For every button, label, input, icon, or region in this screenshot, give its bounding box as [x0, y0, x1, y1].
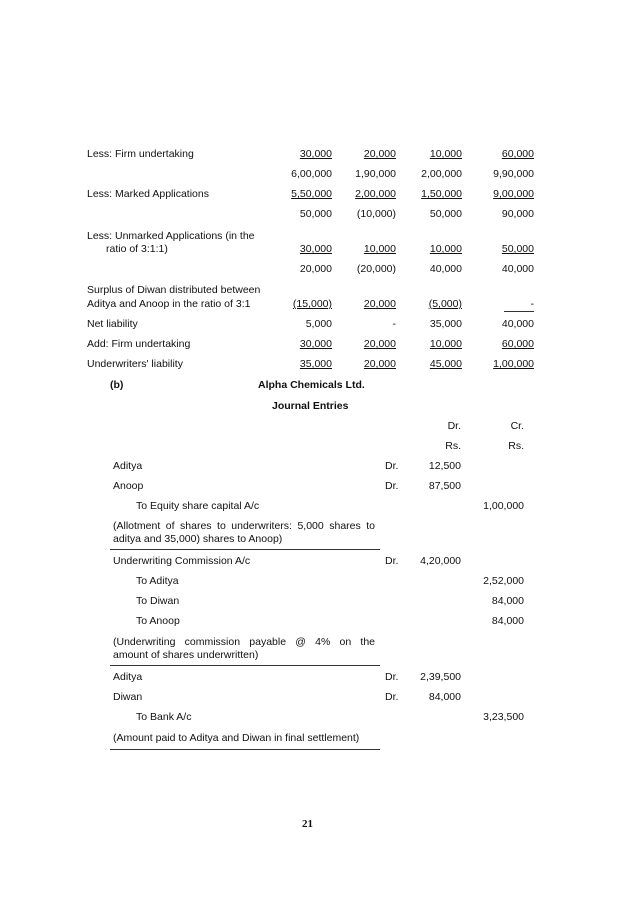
company-name: Alpha Chemicals Ltd. [258, 379, 365, 391]
dr-unit: Rs. [445, 440, 461, 452]
cr-unit: Rs. [508, 440, 524, 452]
cell: 30,000 [299, 338, 332, 350]
row-label: Add: Firm undertaking [87, 338, 191, 350]
account: Aditya [113, 671, 143, 683]
cell: 20,000 [363, 338, 396, 350]
cell: 50,000 [299, 208, 332, 220]
dr-amount: 84,000 [428, 691, 461, 703]
cell: 45,000 [429, 358, 462, 370]
cr-amount: 84,000 [491, 595, 524, 607]
account: To Aditya [136, 575, 179, 587]
cell: - [530, 298, 534, 310]
cell: 10,000 [429, 243, 462, 255]
account: Underwriting Commission A/c [113, 555, 251, 567]
page-number: 21 [302, 818, 313, 830]
cell: 60,000 [501, 338, 534, 350]
entry-divider [110, 549, 380, 550]
row-label: Underwriters' liability [87, 358, 183, 370]
row-label: Net liability [87, 318, 138, 330]
dr-mark: Dr. [385, 671, 399, 683]
cell: (15,000) [292, 298, 332, 310]
entry-divider [110, 749, 380, 750]
dash-underline [504, 311, 534, 312]
cell: 10,000 [429, 338, 462, 350]
cell: 35,000 [429, 318, 462, 330]
cell: (10,000) [356, 208, 396, 220]
dr-amount: 87,500 [428, 480, 461, 492]
cr-amount: 2,52,000 [483, 575, 524, 587]
cell: 10,000 [429, 148, 462, 160]
cell: 1,90,000 [355, 168, 396, 180]
account: Diwan [113, 691, 143, 703]
account: Anoop [113, 480, 144, 492]
cr-amount: 84,000 [491, 615, 524, 627]
account: To Bank A/c [136, 711, 192, 723]
account: To Diwan [136, 595, 180, 607]
dr-mark: Dr. [385, 691, 399, 703]
cr-amount: 1,00,000 [483, 500, 524, 512]
cell: 6,00,000 [291, 168, 332, 180]
cell: 2,00,000 [421, 168, 462, 180]
dr-header: Dr. [447, 420, 461, 432]
cell: 50,000 [501, 243, 534, 255]
row-label: Aditya and Anoop in the ratio of 3:1 [87, 298, 251, 310]
account: To Anoop [136, 615, 180, 627]
row-label: Less: Unmarked Applications (in the [87, 230, 255, 242]
account: To Equity share capital A/c [136, 500, 260, 512]
row-label: Less: Firm undertaking [87, 148, 194, 160]
cell: 20,000 [363, 358, 396, 370]
cell: 40,000 [501, 263, 534, 275]
cell: 9,00,000 [493, 188, 534, 200]
journal-title: Journal Entries [272, 400, 349, 412]
row-label: Surplus of Diwan distributed between [87, 284, 261, 296]
entry-divider [110, 665, 380, 666]
cell: (5,000) [428, 298, 462, 310]
dr-mark: Dr. [385, 555, 399, 567]
section-marker: (b) [110, 379, 124, 391]
cell: 40,000 [429, 263, 462, 275]
dr-amount: 4,20,000 [420, 555, 461, 567]
dr-amount: 2,39,500 [420, 671, 461, 683]
dr-mark: Dr. [385, 460, 399, 472]
cell: 2,00,000 [355, 188, 396, 200]
cell: - [392, 318, 396, 330]
cell: 35,000 [299, 358, 332, 370]
cell: 1,50,000 [421, 188, 462, 200]
cr-header: Cr. [510, 420, 524, 432]
cell: 20,000 [363, 298, 396, 310]
cell: 10,000 [363, 243, 396, 255]
cell: (20,000) [356, 263, 396, 275]
cell: 50,000 [429, 208, 462, 220]
cell: 9,90,000 [493, 168, 534, 180]
cell: 30,000 [299, 148, 332, 160]
cell: 30,000 [299, 243, 332, 255]
account: Aditya [113, 460, 143, 472]
narration: (Amount paid to Aditya and Diwan in final settlement) [113, 732, 360, 744]
cell: 20,000 [299, 263, 332, 275]
cell: 1,00,000 [493, 358, 534, 370]
cr-amount: 3,23,500 [483, 711, 524, 723]
row-label: Less: Marked Applications [87, 188, 209, 200]
cell: 5,50,000 [291, 188, 332, 200]
cell: 60,000 [501, 148, 534, 160]
cell: 40,000 [501, 318, 534, 330]
dr-mark: Dr. [385, 480, 399, 492]
cell: 5,000 [305, 318, 332, 330]
narration: (Underwriting commission payable @ 4% on the amount of shares underwritten) [113, 636, 375, 661]
cell: 20,000 [363, 148, 396, 160]
cell: 90,000 [501, 208, 534, 220]
narration: (Allotment of shares to underwriters: 5,000 shares to aditya and 35,000) shares to Anoop) [113, 520, 375, 545]
row-label: ratio of 3:1:1) [106, 243, 168, 255]
dr-amount: 12,500 [428, 460, 461, 472]
